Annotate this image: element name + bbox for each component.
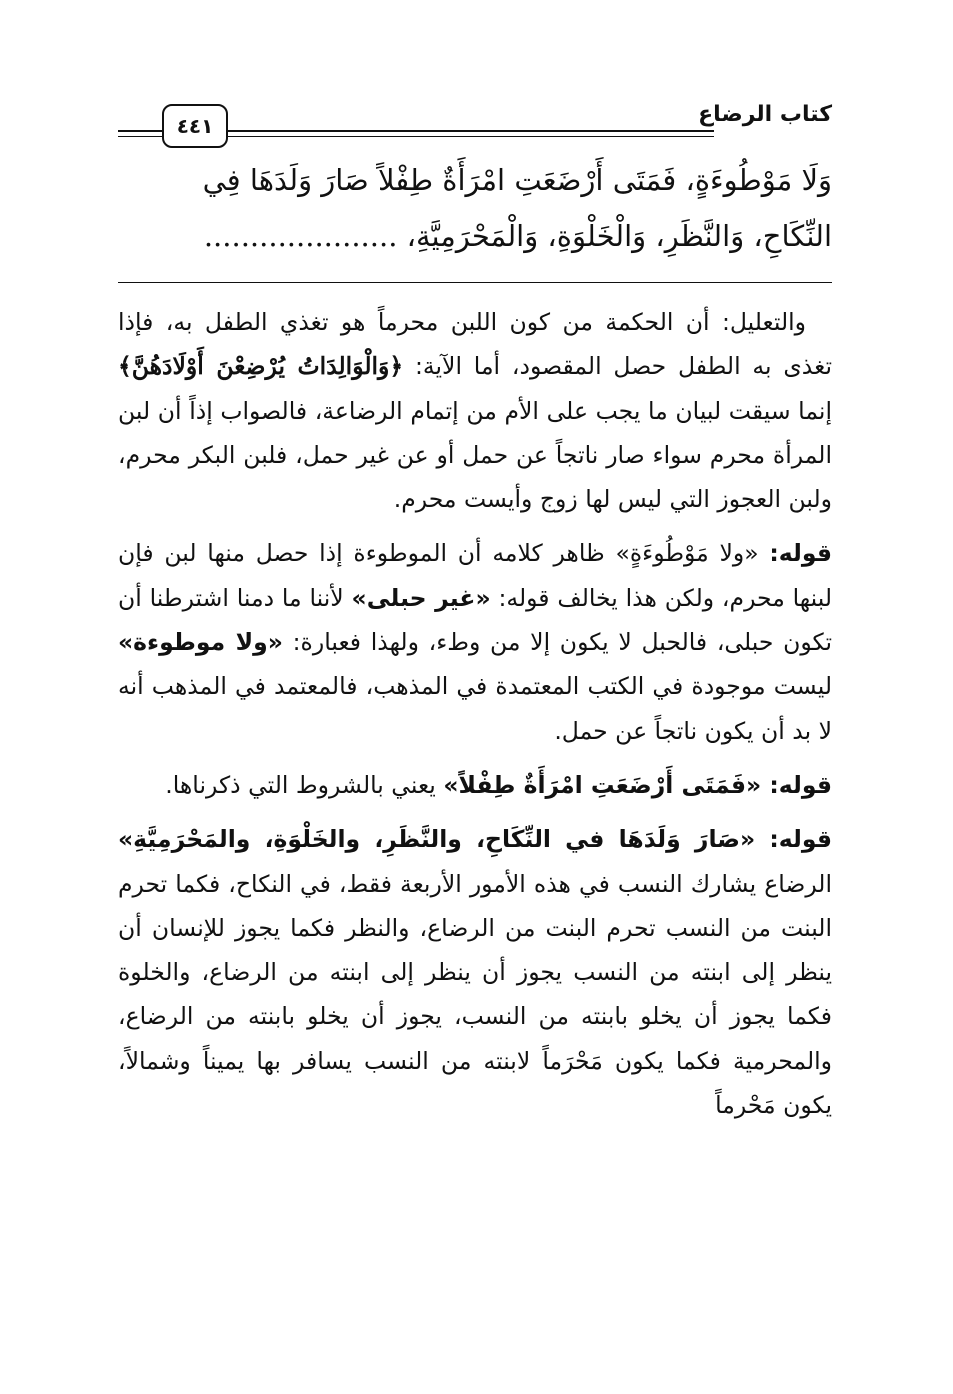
matn-text [118, 152, 832, 264]
matn-separator-line [118, 282, 832, 283]
qawluhu-label: قوله: [769, 825, 832, 854]
commentary-text-run: يعني بالشروط التي ذكرناها. [165, 770, 444, 799]
commentary-text [118, 300, 832, 1137]
matn-line-2 [118, 208, 832, 264]
matn-quote: «فَمَتَى أَرْضَعَتِ امْرَأَةٌ طِفْلاً» [443, 770, 770, 799]
commentary-text-run: لأننا ما دمنا اشترطنا أن تكون حبلى، فالحبل لا يكون إلا من وطء، ولهذا فعبارة: [118, 583, 832, 657]
book-title: كتاب الرضاع [698, 102, 832, 127]
commentary-paragraph [118, 763, 832, 807]
qawluhu-label: قوله: [769, 539, 832, 568]
commentary-text-run: الرضاع يشارك النسب في هذه الأمور الأربعة فقط، في النكاح، فكما تحرم البنت من النسب تحرم البنت من الرضاع، والنظر فكما يجوز للإنسان أن ينظر إلى ابنته من النسب يجوز أن ينظر إلى ابنته من الرضاع، والخلوة فكما يجوز أن يخلو بابنته من النسب، يجوز أن يخلو بابنته من الرضاع، والمحرمية فكما يكون مَحْرَماً لابنته من النسب يسافر بها يميناً وشمالاً، يكون مَحْرماً [118, 869, 832, 1120]
matn-dots: ..................... [203, 219, 398, 253]
matn-quote: «ولا مَوْطُوءَةٍ» [615, 539, 770, 568]
commentary-text-run: والتعليل: أن الحكمة من كون اللبن محرماً هو تغذي الطفل به، فإذا تغذى به الطفل حصل المقصود، أما الآية: [118, 308, 832, 381]
matn-quote: «ولا موطوءة» [118, 628, 283, 657]
commentary-text-run: ظاهر كلامه أن الموطوءة إذا حصل منها لبن فإن لبنها محرم، ولكن هذا يخالف قوله: [118, 539, 832, 612]
commentary-paragraph [118, 531, 832, 752]
commentary-text-run: ليست موجودة في الكتب المعتمدة في المذهب، فالمعتمد في المذهب أنه لا بد أن يكون ناتجاً عن حمل. [118, 672, 832, 745]
matn-quote: «غير حبلى» [351, 583, 491, 612]
quran-verse: ﴿وَالْوَالِدَاتُ يُرْضِعْنَ أَوْلَادَهُنَّ﴾ [118, 352, 404, 381]
matn-line-2-text: النِّكَاحِ، وَالنَّظَرِ، وَالْخَلْوَةِ، وَالْمَحْرَمِيَّةِ، [406, 219, 832, 253]
commentary-paragraph [118, 817, 832, 1127]
page-number: ٤٤١ [162, 104, 228, 148]
matn-line-1: وَلَا مَوْطُوءَةٍ، فَمَتَى أَرْضَعَتِ امْرَأَةٌ طِفْلاً صَارَ وَلَدَهَا فِي [202, 163, 832, 197]
commentary-text-run: إنما سيقت لبيان ما يجب على الأم من إتمام الرضاعة، فالصواب إذاً أن لبن المرأة محرم سواء صار ناتجاً عن حمل أو عن غير حمل، فلبن البكر محرم، ولبن العجوز التي ليس لها زوج وأيست محرم. [118, 396, 832, 514]
page-header [118, 100, 832, 152]
qawluhu-label: قوله: [769, 770, 832, 799]
matn-quote: «صَارَ وَلَدَهَا في النِّكَاحِ، والنَّظَرِ، والخَلْوَةِ، والمَحْرَمِيَّةِ» [118, 825, 770, 854]
commentary-paragraph [118, 300, 832, 521]
